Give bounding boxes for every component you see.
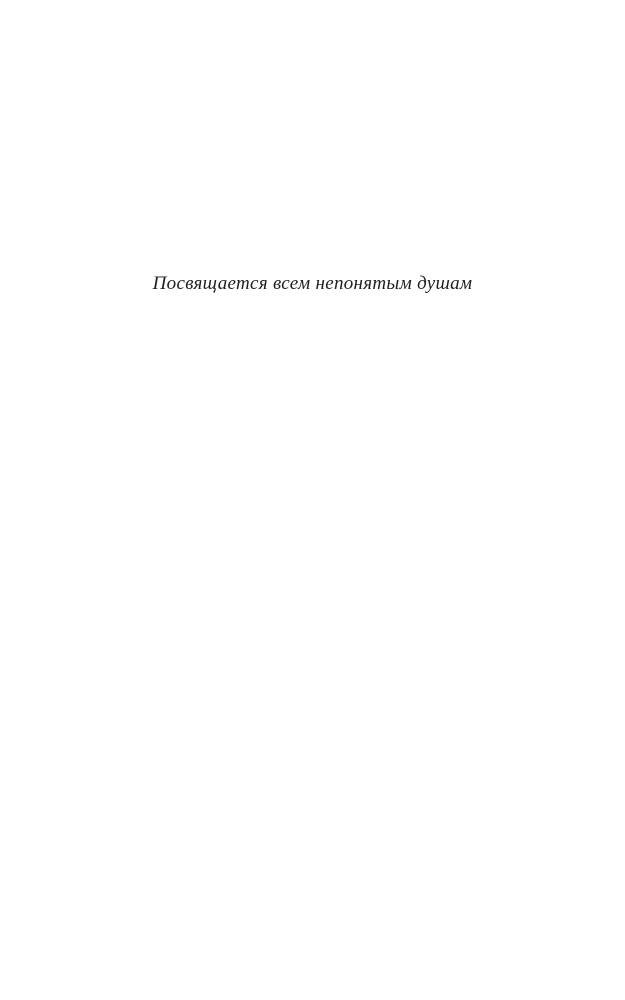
dedication-text: Посвящается всем непонятым душам xyxy=(152,273,473,294)
